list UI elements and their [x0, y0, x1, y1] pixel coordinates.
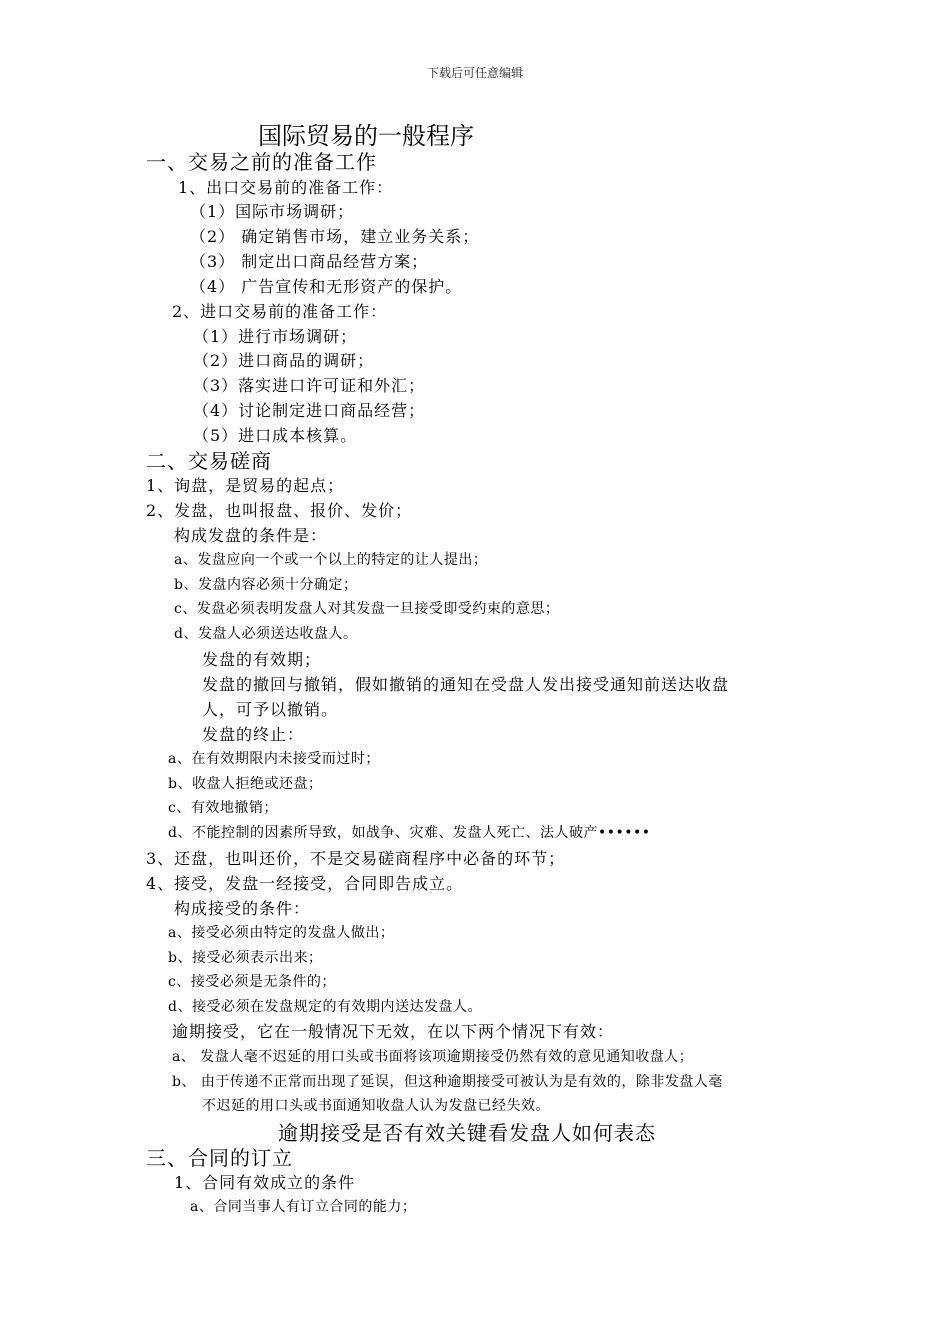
list-item: （5）进口成本核算。	[193, 426, 358, 445]
list-item: d、不能控制的因素所导致，如战争、灾难、发盘人死亡、法人破产••••••	[168, 825, 651, 841]
paragraph: 发盘的有效期；	[202, 650, 322, 669]
list-item: a、 发盘人毫不迟延的用口头或书面将该项逾期接受仍然有效的意见通知收盘人；	[172, 1049, 694, 1065]
paragraph: 发盘的撤回与撤销，假如撤销的通知在受盘人发出接受通知前送达收盘	[202, 675, 730, 694]
list-item: b、收盘人拒绝或还盘；	[168, 776, 323, 792]
paragraph: 人，可予以撤销。	[202, 700, 339, 719]
list-item: 不迟延的用口头或书面通知收盘人认为发盘已经失效。	[202, 1098, 550, 1114]
paragraph: 发盘的终止：	[202, 725, 305, 744]
page-title: 国际贸易的一般程序	[258, 122, 474, 150]
section-heading-1: 一、交易之前的准备工作	[146, 150, 377, 174]
list-item: d、接受必须在发盘规定的有效期内送达发盘人。	[168, 999, 482, 1015]
list-item: （2）进口商品的调研；	[193, 351, 375, 370]
list-item: （3） 制定出口商品经营方案；	[190, 252, 429, 271]
list-item: （3）落实进口许可证和外汇；	[193, 376, 426, 395]
subsection-heading: 1、出口交易前的准备工作：	[178, 178, 394, 197]
list-item: 1、询盘，是贸易的起点；	[146, 476, 345, 495]
list-item: b、 由于传递不正常而出现了延误，但这种逾期接受可被认为是有效的，除非发盘人毫	[172, 1074, 723, 1090]
list-item: （4） 广告宣传和无形资产的保护。	[190, 277, 463, 296]
header-note: 下载后可任意编辑	[426, 66, 523, 80]
list-item: （4）讨论制定进口商品经营；	[193, 401, 426, 420]
paragraph: 构成发盘的条件是：	[174, 526, 328, 545]
subsection-heading: 1、合同有效成立的条件	[174, 1173, 356, 1192]
list-item: 4、接受，发盘一经接受，合同即告成立。	[146, 874, 464, 893]
list-item: 2、发盘，也叫报盘、报价、发价；	[146, 501, 413, 520]
section-heading-3: 三、合同的订立	[146, 1146, 293, 1170]
list-item: b、接受必须表示出来；	[168, 950, 323, 966]
list-item: a、在有效期限内未接受而过时；	[168, 751, 380, 767]
paragraph: 逾期接受，它在一般情况下无效，在以下两个情况下有效：	[172, 1022, 615, 1041]
list-item: 3、还盘，也叫还价，不是交易磋商程序中必备的环节；	[146, 849, 566, 868]
list-item: a、发盘应向一个或一个以上的特定的让人提出；	[174, 552, 488, 568]
list-item: a、接受必须由特定的发盘人做出；	[168, 925, 395, 941]
emphasis-note: 逾期接受是否有效关键看发盘人如何表态	[278, 1121, 656, 1145]
list-item: c、有效地撤销；	[168, 800, 278, 816]
list-item: a、合同当事人有订立合同的能力；	[190, 1199, 417, 1215]
section-heading-2: 二、交易磋商	[146, 449, 272, 473]
paragraph: 构成接受的条件：	[174, 899, 311, 918]
list-item: d、发盘人必须送达收盘人。	[174, 626, 358, 642]
subsection-heading: 2、进口交易前的准备工作：	[172, 302, 388, 321]
list-item: （1）国际市场调研；	[190, 202, 355, 221]
list-item: （1）进行市场调研；	[193, 327, 358, 346]
list-item: c、接受必须是无条件的；	[168, 974, 336, 990]
list-item: b、发盘内容必须十分确定；	[174, 577, 358, 593]
list-item: c、发盘必须表明发盘人对其发盘一旦接受即受约束的意思；	[174, 601, 560, 617]
list-item: （2） 确定销售市场，建立业务关系；	[190, 227, 480, 246]
